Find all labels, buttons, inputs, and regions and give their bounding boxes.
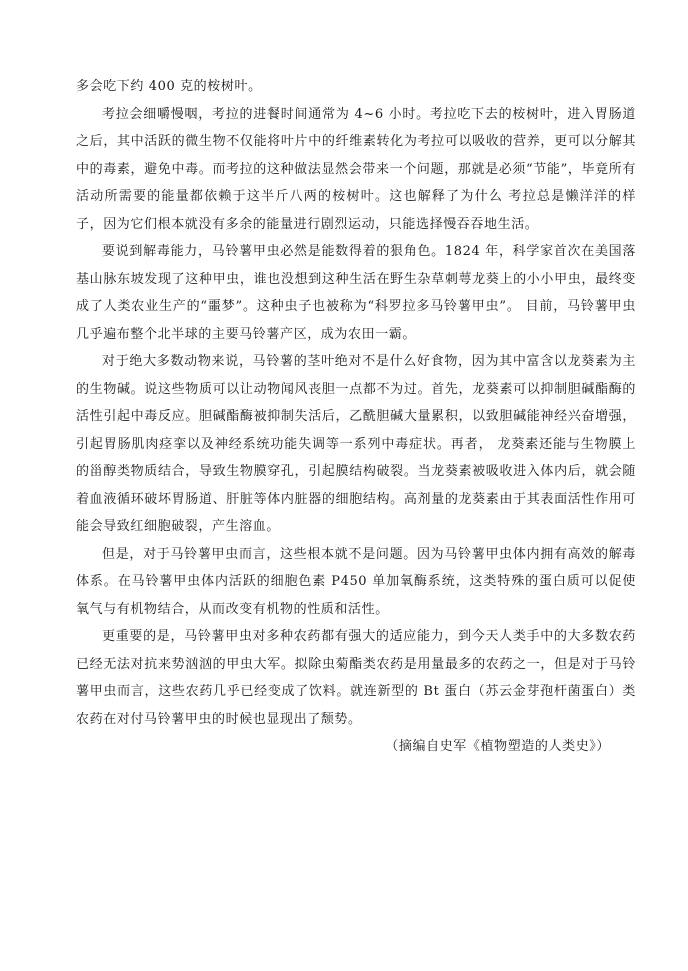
paragraph-potato-beetle-intro: 要说到解毒能力，马铃薯甲虫必然是能数得着的狠角色。1824 年，科学家首次在美国落基山脉东坡发现了这种甲虫，谁也没想到这种生活在野生杂草刺萼龙葵上的小小甲虫，最终变成了人类农业生产的“噩梦”。这种虫子也被称为“科罗拉多马铃薯甲虫”。 目前，马铃薯甲虫几乎遍布整个北半球的主要马铃薯产区，成为农田一霸。 <box>76 244 636 342</box>
paragraph-detox-system: 但是，对于马铃薯甲虫而言，这些根本就不是问题。因为马铃薯甲虫体内拥有高效的解毒体系。在马铃薯甲虫体内活跃的细胞色素 P450 单加氧酶系统，这类特殊的蛋白质可以促使氧气与有机物结合，从而改变有机物的性质和活性。 <box>76 546 636 617</box>
paragraph-koala-digestion: 考拉会细嚼慢咽，考拉的进餐时间通常为 4~6 小时。考拉吃下去的桉树叶，进入胃肠道之后，其中活跃的微生物不仅能将叶片中的纤维素转化为考拉可以吸收的营养，更可以分解其中的毒素，避免中毒。而考拉的这种做法显然会带来一个问题，那就是必须“节能”，毕竟所有活动所需要的能量都依赖于这半斤八两的桉树叶。这也解释了为什么 考拉总是懒洋洋的样子，因为它们根本就没有多余的能量进行剧烈运动，只能选择慢吞吞地生活。 <box>76 106 636 232</box>
paragraph-continued: 多会吃下约 400 克的桉树叶。 <box>76 79 262 94</box>
source-citation: （摘编自史军《植物塑造的人类史》） <box>385 739 610 754</box>
article-body <box>76 73 636 761</box>
paragraph-pesticide-resistance: 更重要的是，马铃薯甲虫对多种农药都有强大的适应能力，到今天人类手中的大多数农药已经无法对抗来势汹汹的甲虫大军。拟除虫菊酯类农药是用量最多的农药之一，但是对于马铃薯甲虫而言，这些农药几乎已经变成了饮料。就连新型的 Bt 蛋白（苏云金芽孢杆菌蛋白）类农药在对付马铃薯甲虫的时候也显现出了颓势。 <box>76 629 636 727</box>
paragraph-solanine-toxicity: 对于绝大多数动物来说，马铃薯的茎叶绝对不是什么好食物，因为其中富含以龙葵素为主的生物碱。说这些物质可以让动物闻风丧胆一点都不为过。首先，龙葵素可以抑制胆碱酯酶的活性引起中毒反应。胆碱酯酶被抑制失活后，乙酰胆碱大量累积，以致胆碱能神经兴奋增强，引起胃肠肌肉痉挛以及神经系统功能失调等一系列中毒症状。再者， 龙葵素还能与生物膜上的甾醇类物质结合，导致生物膜穿孔，引起膜结构破裂。当龙葵素被吸收进入体内后，就会随着血液循环破坏胃肠道、肝脏等体内脏器的细胞结构。高剂量的龙葵素由于其表面活性作用可能会导致红细胞破裂，产生溶血。 <box>76 354 636 534</box>
